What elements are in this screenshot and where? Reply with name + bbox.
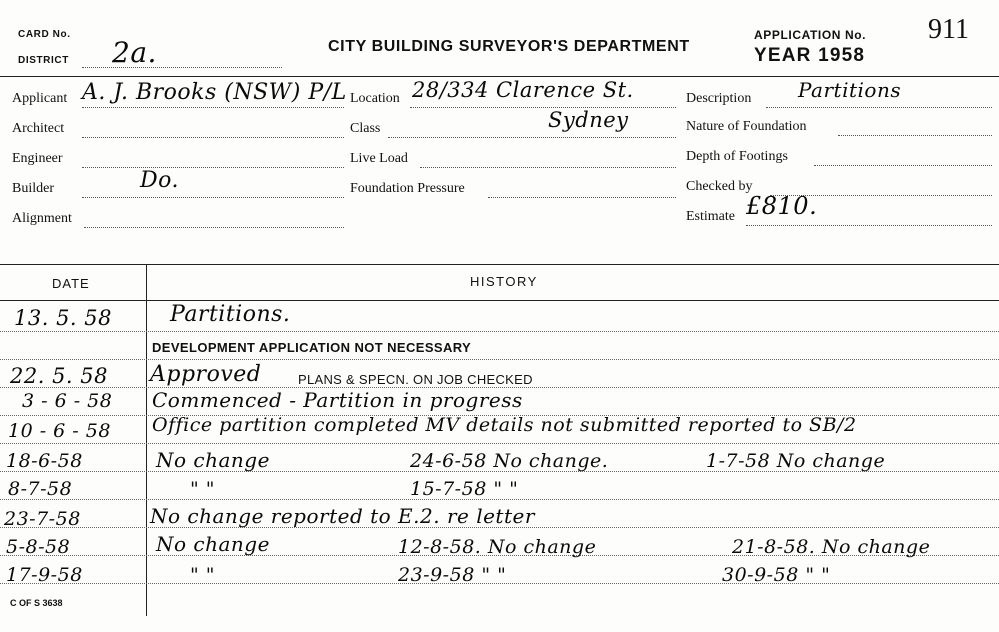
description-value: Partitions [798, 78, 902, 102]
footer-code: C OF S 3638 [10, 598, 63, 608]
history-row-5-entry: Office partition completed MV details not submitted reported to SB/2 [152, 414, 857, 436]
architect-label: Architect [12, 121, 65, 136]
history-row-8-date: 23-7-58 [4, 508, 81, 530]
history-row-5-date: 10 - 6 - 58 [8, 420, 111, 442]
application-no: 911 [928, 14, 969, 45]
checked-by-label: Checked by [686, 179, 753, 194]
foundation-pressure-label: Foundation Pressure [350, 181, 465, 196]
description-label: Description [686, 91, 752, 106]
history-row-6-date: 18-6-58 [6, 450, 83, 472]
history-row-6-right: 1-7-58 No change [706, 450, 886, 472]
history-row-1-date: 13. 5. 58 [14, 306, 113, 330]
year-label: YEAR 1958 [754, 45, 866, 66]
history-row-10-entry: " " [190, 564, 216, 586]
applicant-value: A. J. Brooks (NSW) P/L [82, 80, 347, 105]
history-row-3-date: 22. 5. 58 [10, 364, 109, 388]
history-row-2-entry: DEVELOPMENT APPLICATION NOT NECESSARY [152, 340, 472, 355]
nature-of-foundation-label: Nature of Foundation [686, 119, 807, 134]
alignment-label: Alignment [12, 211, 72, 226]
history-row-8-entry: No change reported to E.2. re letter [150, 504, 535, 528]
history-row-7-entry: " " [190, 478, 216, 500]
history-row-9-right: 21-8-58. No change [732, 536, 931, 558]
history-row-9-entry: No change [156, 532, 270, 556]
history-row-10-right: 30-9-58 " " [722, 564, 831, 586]
department-title: CITY BUILDING SURVEYOR'S DEPARTMENT [328, 38, 690, 55]
applicant-label: Applicant [12, 91, 68, 106]
history-row-7-mid: 15-7-58 " " [410, 478, 519, 500]
class-value: Sydney [548, 108, 629, 132]
card-no-label: CARD No. [18, 29, 71, 40]
location-label: Location [350, 91, 400, 106]
district-label: DISTRICT [18, 55, 69, 66]
builder-value: Do. [140, 168, 179, 193]
history-row-10-date: 17-9-58 [6, 564, 83, 586]
location-value: 28/334 Clarence St. [412, 78, 634, 102]
history-row-6-mid: 24-6-58 No change. [410, 450, 609, 472]
history-row-3-entry: Approved [150, 362, 262, 387]
history-row-6-entry: No change [156, 448, 270, 472]
history-row-7-date: 8-7-58 [8, 478, 73, 500]
date-column-header: DATE [52, 276, 90, 291]
estimate-label: Estimate [686, 209, 735, 224]
history-row-3-typed: PLANS & SPECN. ON JOB CHECKED [298, 372, 533, 387]
history-row-9-date: 5-8-58 [6, 536, 71, 558]
class-label: Class [350, 121, 381, 136]
history-row-4-date: 3 - 6 - 58 [22, 390, 113, 412]
history-row-4-entry: Commenced - Partition in progress [152, 388, 523, 412]
district-value: 2a. [112, 36, 157, 69]
application-no-label: APPLICATION No. [754, 28, 867, 42]
live-load-label: Live Load [350, 151, 408, 166]
engineer-label: Engineer [12, 151, 63, 166]
estimate-value: £810. [746, 192, 818, 220]
history-row-10-mid: 23-9-58 " " [398, 564, 507, 586]
depth-of-footings-label: Depth of Footings [686, 149, 788, 164]
history-column-header: HISTORY [470, 274, 538, 289]
history-row-1-entry: Partitions. [170, 302, 291, 327]
builder-label: Builder [12, 181, 54, 196]
history-row-9-mid: 12-8-58. No change [398, 536, 597, 558]
